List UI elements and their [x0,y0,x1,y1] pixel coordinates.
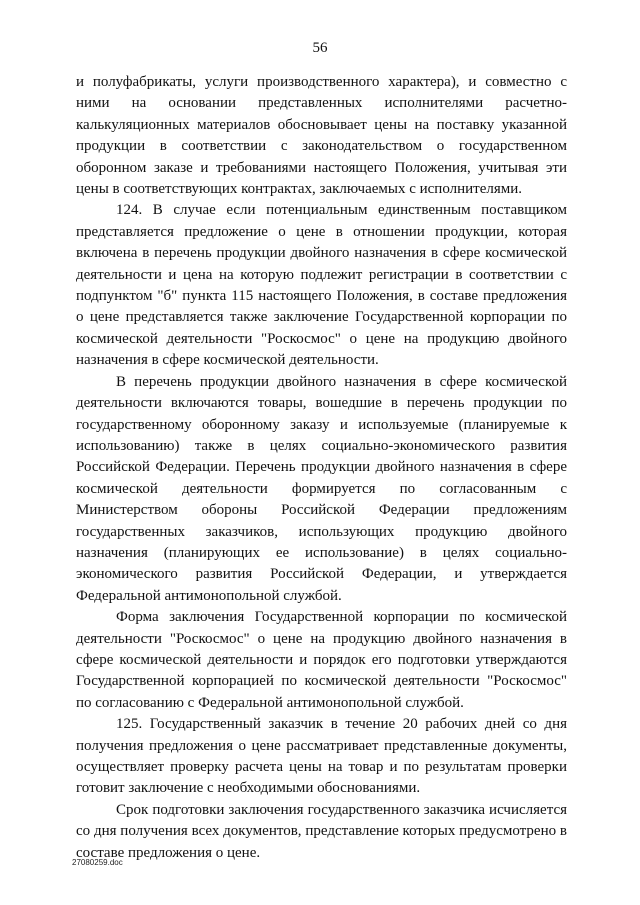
paragraph-continuation: и полуфабрикаты, услуги производственного характера), и совместно с ними на основании представленных исполнителями расчетно-калькуляционных материалов обосновывает цены на поставку указанной продукции в соответствии с законодательством о государственном оборонном заказе и требованиями настоящего Положения, учитывая эти цены в соответствующих контрактах, заключаемых с исполнителями. [76,74,567,198]
paragraph-item-124: 124. В случае если потенциальным единственным поставщиком представляется предложение о цене в отношении продукции, которая включена в перечень продукции двойного назначения в сфере космической деятельности и цена на которую подлежит регистрации в соответствии с подпунктом "б" пункта 115 настоящего Положения, в составе предложения о цене представляется также заключение Государственной корпорации по космической деятельности "Роскосмос" о цене на продукцию двойного назначения в сфере космической деятельности. [76,202,567,369]
footer-filename: 27080259.doc [72,858,123,867]
paragraph-deadline: Срок подготовки заключения государственного заказчика исчисляется со дня получения всех документов, представление которых предусмотрено в составе предложения о цене. [76,801,567,861]
document-body [76,72,567,864]
paragraph-item-125: 125. Государственный заказчик в течение 20 рабочих дней со дня получения предложения о цене рассматривает представленные документы, осуществляет проверку расчета цены на товар и по результатам проверки готовит заключение с необходимыми обоснованиями. [76,716,567,797]
paragraph-conclusion-form: Форма заключения Государственной корпорации по космической деятельности "Роскосмос" о цене на продукцию двойного назначения в сфере космической деятельности и порядок его подготовки утверждаются Государственной корпорацией по космической деятельности "Роскосмос" по согласованию с Федеральной антимонопольной службой. [76,609,567,711]
paragraph-dual-use-list: В перечень продукции двойного назначения в сфере космической деятельности включаются товары, вошедшие в перечень продукции по государственному оборонному заказу и используемые (планируемые к использованию) также в целях социально-экономического развития Российской Федерации. Перечень продукции двойного назначения в сфере космической деятельности формируется по согласованным с Министерством обороны Российской Федерации предложениям государственных заказчиков, использующих продукцию двойного назначения (планирующих ее использование) в целях социально-экономического развития Российской Федерации, и утверждается Федеральной антимонопольной службой. [76,373,567,604]
page-number: 56 [312,40,328,56]
